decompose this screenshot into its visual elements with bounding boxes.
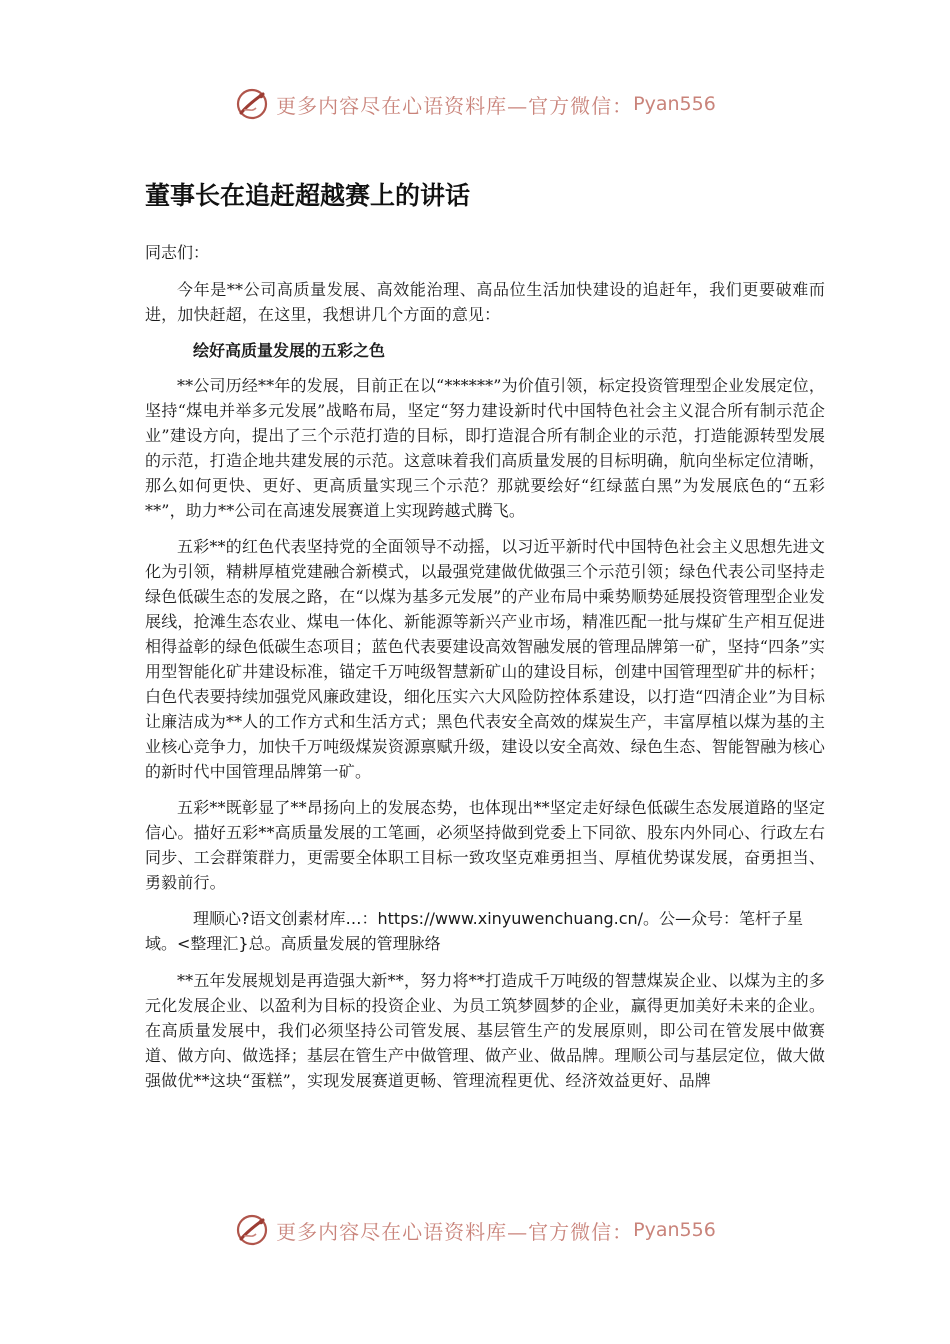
banner-brand-text: 更多内容尽在心语资料库—官方微信：	[276, 93, 634, 118]
salutation: 同志们：	[145, 243, 210, 262]
intro-paragraph: 今年是**公司高质量发展、高效能治理、高品位生活加快建设的追赶年，我们更要破难而进，加快赶超，在这里，我想讲几个方面的意见：	[145, 280, 825, 324]
footer-watermark-banner	[0, 1208, 950, 1252]
header-watermark-banner	[0, 82, 950, 126]
paragraph-1: **公司历经**年的发展，目前正在以“******”为价值引领，标定投资管理型企业发展定位，坚持“煤电并举多元发展”战略布局，坚定“努力建设新时代中国特色社会主义混合所有制示范企业”建设方向，提出了三个示范打造的目标，即打造混合所有制企业的示范，打造能源转型发展的示范，打造企地共建发展的示范。这意味着我们高质量发展的目标明确，航向坐标定位清晰，那么如何更快、更好、更高质量实现三个示范？那就要绘好“红绿蓝白黑”为发展底色的“五彩**”，助力**公司在高速发展赛道上实现跨越式腾飞。	[145, 376, 825, 520]
inserted-source-line: 理顺心?语文创素材库…：https://www.xinyuwenchuang.cn/。公—众号：笔杆子星域。<整理汇}总。高质量发展的管理脉络	[145, 909, 804, 953]
banner-wechat-id: Pyan556	[633, 1219, 716, 1241]
banner-wechat-id: Pyan556	[633, 93, 716, 115]
paragraph-4: **五年发展规划是再造强大新**，努力将**打造成千万吨级的智慧煤炭企业、以煤为主的多元化发展企业、以盈利为目标的投资企业、为员工筑梦圆梦的企业，赢得更加美好未来的企业。在高质量发展中，我们必须坚持公司管发展、基层管生产的发展原则，即公司在管发展中做赛道、做方向、做选择；基层在管生产中做管理、做产业、做品牌。理顺公司与基层定位，做大做强做优**这块“蛋糕”，实现发展赛道更畅、管理流程更优、经济效益更好、品牌	[145, 971, 825, 1090]
document-body	[145, 178, 825, 1104]
brush-logo-icon	[234, 86, 270, 122]
banner-brand-text: 更多内容尽在心语资料库—官方微信：	[276, 1219, 634, 1244]
brush-logo-icon	[234, 1212, 270, 1248]
paragraph-2: 五彩**的红色代表坚持党的全面领导不动摇，以习近平新时代中国特色社会主义思想先进文化为引领，精耕厚植党建融合新模式，以最强党建做优做强三个示范引领；绿色代表公司坚持走绿色低碳生态的发展之路，在“以煤为基多元发展”的产业布局中乘势顺势延展投资管理型企业发展线，抢滩生态农业、煤电一体化、新能源等新兴产业市场，精准匹配一批与煤矿生产相互促进相得益彰的绿色低碳生态项目；蓝色代表要建设高效智融发展的管理品牌第一矿，坚持“四条”实用型智能化矿井建设标准，锚定千万吨级智慧新矿山的建设目标，创建中国管理型矿井的标杆；白色代表要持续加强党风廉政建设，细化压实六大风险防控体系建设，以打造“四清企业”为目标让廉洁成为**人的工作方式和生活方式；黑色代表安全高效的煤炭生产，丰富厚植以煤为基的主业核心竞争力，加快千万吨级煤炭资源禀赋升级，建设以安全高效、绿色生态、智能智融为核心的新时代中国管理品牌第一矿。	[145, 537, 825, 781]
paragraph-3: 五彩**既彰显了**昂扬向上的发展态势，也体现出**坚定走好绿色低碳生态发展道路的坚定信心。描好五彩**高质量发展的工笔画，必须坚持做到党委上下同欲、股东内外同心、行政左右同步、工会群策群力，更需要全体职工目标一致攻坚克难勇担当、厚植优势谋发展，奋勇担当、勇毅前行。	[145, 798, 825, 892]
document-title: 董事长在追赶超越赛上的讲话	[145, 181, 471, 210]
section-heading-1: 绘好高质量发展的五彩之色	[193, 341, 386, 360]
